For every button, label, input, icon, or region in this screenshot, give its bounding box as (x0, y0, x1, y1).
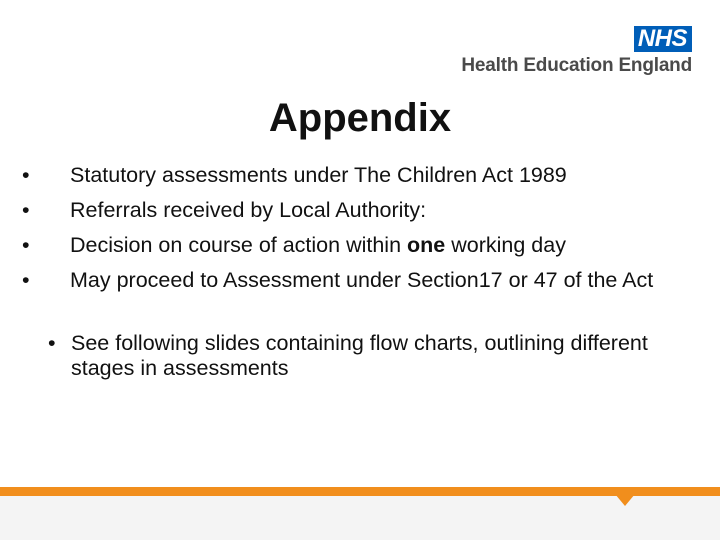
sub-bullet-list (48, 331, 668, 380)
slide-title-text: Appendix (268, 96, 452, 140)
bullet-item (22, 268, 682, 293)
bullet-text-before: Decision on course of action within (70, 233, 408, 257)
bullet-item (22, 233, 682, 258)
organisation-name: Health Education England (461, 55, 692, 76)
bullet-list (22, 163, 682, 303)
bullet-text-emphasis: one (407, 233, 446, 257)
bullet-text (70, 233, 566, 257)
bullet-dot: • (22, 163, 30, 187)
slide-title (0, 96, 720, 141)
nhs-badge: NHS (634, 26, 692, 52)
bullet-item (22, 198, 682, 223)
footer-band (0, 496, 720, 540)
bullet-dot: • (22, 233, 30, 257)
bullet-text: Referrals received by Local Authority: (70, 198, 427, 222)
sub-bullet-item (48, 331, 668, 380)
nhs-logo (461, 26, 692, 77)
bullet-text: May proceed to Assessment under Section17 or 47 of the Act (70, 268, 654, 292)
bullet-dot: • (48, 331, 56, 355)
footer-accent-bar (0, 487, 720, 496)
bullet-text-after: working day (445, 233, 566, 257)
bullet-text: Statutory assessments under The Children Act 1989 (70, 163, 567, 187)
bullet-dot: • (22, 198, 30, 222)
bullet-item (22, 163, 682, 188)
footer-notch (615, 494, 635, 506)
sub-bullet-text: See following slides containing flow charts, outlining different stages in assessments (71, 331, 648, 380)
bullet-dot: • (22, 268, 30, 292)
